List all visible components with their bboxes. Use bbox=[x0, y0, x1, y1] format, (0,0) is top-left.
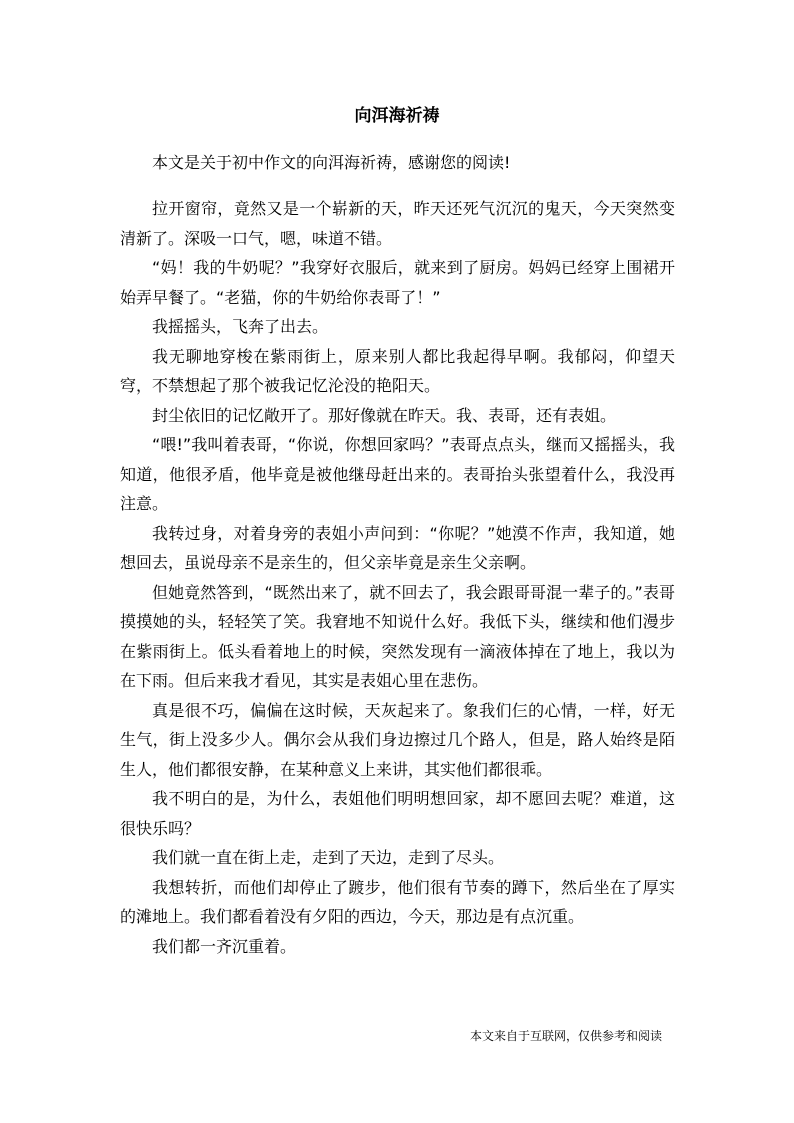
paragraph: 我们都一齐沉重着。 bbox=[152, 936, 297, 956]
source-note: 本文来自于互联网，仅供参考和阅读 bbox=[470, 1029, 663, 1043]
paragraph: 我摇摇头，飞奔了出去。 bbox=[152, 317, 329, 336]
paragraph: 我转过身，对着身旁的表姐小声问到：“你呢？”她漠不作声，我知道，她想回去，虽说母亲不是亲生的，但父亲毕竟是亲生父亲啊。 bbox=[120, 523, 675, 572]
document-intro: 本文是关于初中作文的向洱海祈祷，感谢您的阅读! bbox=[152, 153, 511, 172]
paragraph: “喂!”我叫着表哥，“你说，你想回家吗？”表哥点点头，继而又摇摇头，我知道，他很矛盾，他毕竟是被他继母赶出来的。表哥抬头张望着什么，我没再注意。 bbox=[120, 435, 675, 513]
paragraph: “妈！我的牛奶呢？”我穿好衣服后，就来到了厨房。妈妈已经穿上围裙开始弄早餐了。“老猫，你的牛奶给你表哥了！” bbox=[120, 258, 675, 307]
paragraph: 封尘依旧的记忆敞开了。那好像就在昨天。我、表哥，还有表姐。 bbox=[152, 405, 617, 425]
paragraph: 拉开窗帘，竟然又是一个崭新的天，昨天还死气沉沉的鬼天，今天突然变清新了。深吸一口气，嗯，味道不错。 bbox=[120, 199, 675, 248]
paragraph: 但她竟然答到，“既然出来了，就不回去了，我会跟哥哥混一辈子的。”表哥摸摸她的头，轻轻笑了笑。我窘地不知说什么好。我低下头，继续和他们漫步在紫雨街上。低头看着地上的时候，突然发现有一滴液体掉在了地上，我以为在下雨。但后来我才看见，其实是表姐心里在悲伤。 bbox=[120, 582, 675, 690]
paragraph: 我们就一直在街上走，走到了天边，走到了尽头。 bbox=[152, 848, 505, 867]
paragraph: 我无聊地穿梭在紫雨街上，原来别人都比我起得早啊。我郁闷，仰望天穹，不禁想起了那个被我记忆沦没的艳阳天。 bbox=[120, 346, 675, 395]
document-body bbox=[120, 194, 675, 961]
paragraph: 我不明白的是，为什么，表姐他们明明想回家，却不愿回去呢？难道，这很快乐吗？ bbox=[120, 789, 675, 838]
paragraph: 真是很不巧，偏偏在这时候，天灰起来了。象我们仨的心情，一样，好无生气，街上没多少人。偶尔会从我们身边擦过几个路人，但是，路人始终是陌生人，他们都很安静，在某种意义上来讲，其实他们都很乖。 bbox=[120, 700, 675, 779]
paragraph: 我想转折，而他们却停止了踱步，他们很有节奏的蹲下，然后坐在了厚实的滩地上。我们都看着没有夕阳的西边，今天，那边是有点沉重。 bbox=[120, 877, 675, 926]
document-title: 向洱海祈祷 bbox=[354, 106, 440, 126]
